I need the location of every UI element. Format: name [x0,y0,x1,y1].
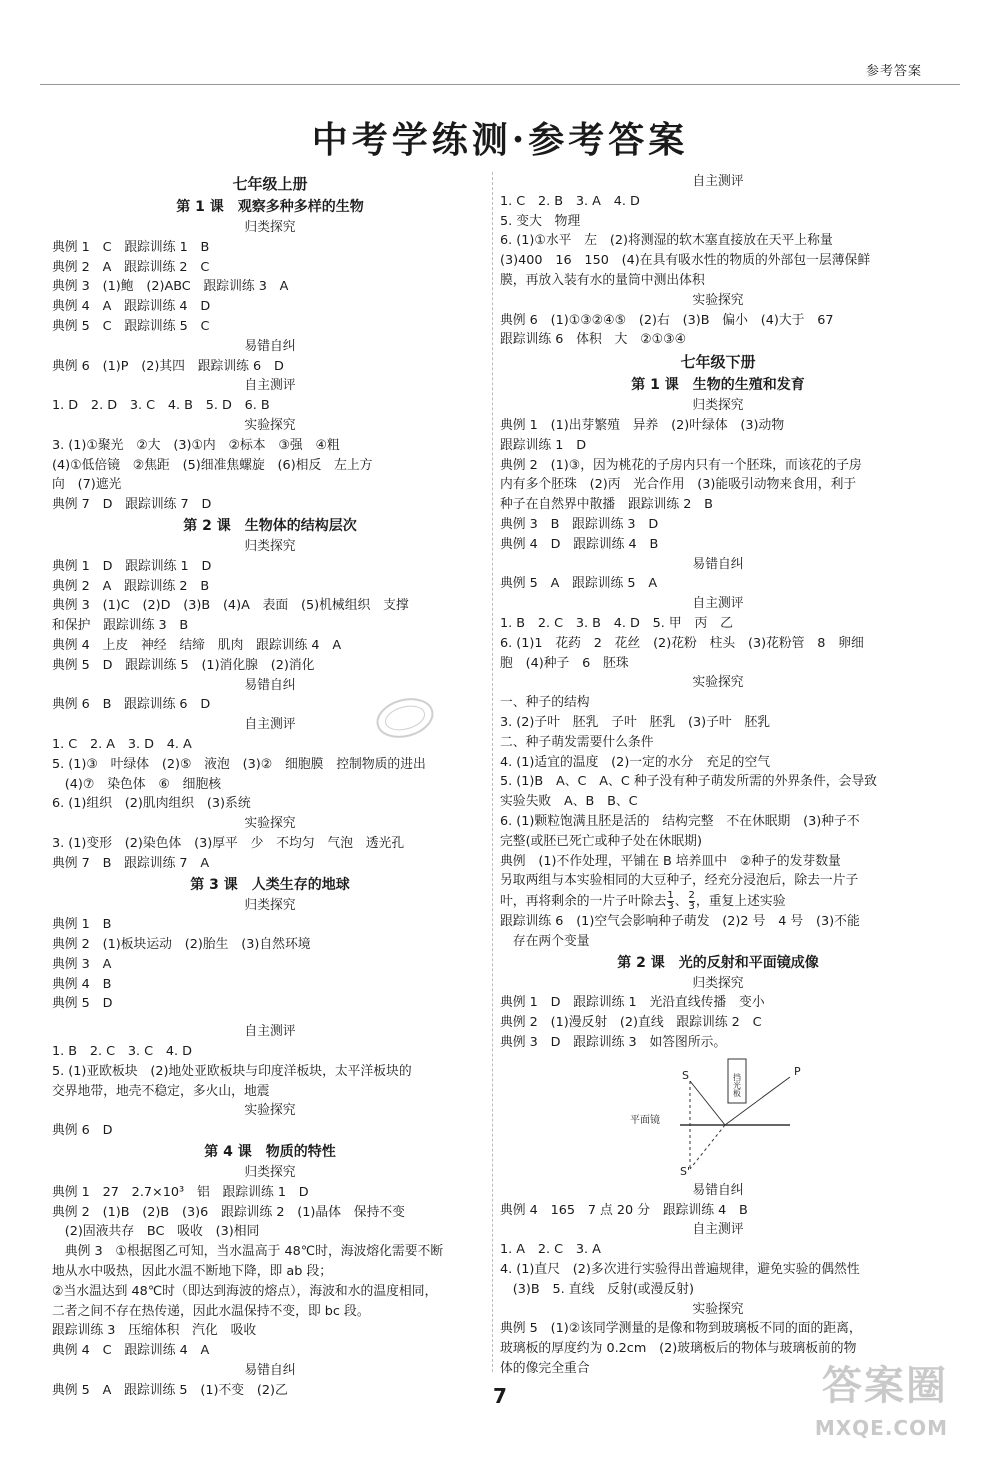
answer-line: 3. (1)变形 (2)染色体 (3)厚平 少 不均匀 气泡 透光孔 [52,835,405,851]
answer-line: 1. B 2. C 3. B 4. D 5. 甲 丙 乙 [500,615,733,631]
section-heading: 自主测评 [692,174,744,189]
answer-line: 3. (2)子叶 胚乳 子叶 胚乳 (3)子叶 胚乳 [500,714,771,730]
answer-line: 跟踪训练 3 压缩体积 汽化 吸收 [52,1323,257,1339]
fraction: $\frac{2}{3}$ [688,890,695,913]
header-rule [40,84,960,85]
fraction: $\frac{1}{3}$ [667,890,674,913]
section-heading: 实验探究 [244,1103,296,1119]
answer-line: 5. (1)③ 叶绿体 (2)⑤ 液泡 (3)② 细胞膜 控制物质的进出 [52,756,426,772]
section-heading: 自主测评 [244,378,296,394]
column-divider [492,172,493,1372]
answer-line: (4)①低倍镜 ②焦距 (5)细准焦螺旋 (6)相反 左上方 [52,457,373,473]
answer-line: 典例 3 B 跟踪训练 3 D [500,516,659,532]
watermark-seal-icon [374,694,436,742]
section-heading: 易错自纠 [244,677,296,693]
answer-line: 典例 1 D 跟踪训练 1 D [52,558,212,574]
answer-line: 典例 7 D 跟踪训练 7 D [52,497,212,513]
section-heading: 易错自纠 [692,556,744,572]
answer-line: 4. (1)适宜的温度 (2)一定的水分 充足的空气 [500,754,771,770]
answer-line: 典例 4 A 跟踪训练 4 D [52,299,211,315]
section-heading: 自主测评 [692,1222,744,1238]
lesson-heading: 第 3 课 人类生存的地球 [190,876,350,893]
section-heading: 实验探究 [244,816,296,832]
section-heading: 归类探究 [244,897,296,913]
answer-line: 胞 (4)种子 6 胚珠 [500,655,629,671]
answer-line: 典例 4 C 跟踪训练 4 A [52,1343,210,1359]
answer-line: 种子在自然界中散播 跟踪训练 2 B [500,497,713,513]
section-heading: 自主测评 [692,596,744,612]
answer-line: 典例 1 C 跟踪训练 1 B [52,239,210,255]
answer-line: 6. (1)1 花药 2 花丝 (2)花粉 柱头 (3)花粉管 8 卵细 [500,635,864,651]
answer-line: 典例 2 A 跟踪训练 2 C [52,259,210,275]
answer-line: 典例 2 (1)B (2)B (3)6 跟踪训练 2 (1)晶体 保持不变 [52,1204,405,1220]
section-heading: 易错自纠 [244,1363,296,1379]
answer-line: 典例 2 (1)漫反射 (2)直线 跟踪训练 2 C [500,1015,762,1031]
answer-line: 典例 5 A 跟踪训练 5 A [500,576,658,592]
left-column [52,172,488,1401]
answer-line: 典例 5 D [52,996,113,1012]
virtual-ray [690,1125,725,1169]
answer-line: 1. C 2. A 3. D 4. A [52,736,192,752]
watermark-url: MXQE.COM [814,1416,948,1440]
answer-line: 一、种子的结构 [500,695,590,711]
answer-line: 典例 5 C 跟踪训练 5 C [52,318,210,334]
answer-line: 典例 7 B 跟踪训练 7 A [52,855,210,871]
header-label: 参考答案 [865,64,922,79]
page-number: 7 [493,1384,507,1408]
point-label: P [794,1064,801,1078]
answer-line: 1. A 2. C 3. A [500,1242,601,1258]
lesson-heading: 第 2 课 光的反射和平面镜成像 [617,954,819,971]
watermark-brand [815,1365,948,1449]
spacer [52,1014,488,1022]
watermark-brand-text: 答案圈 [822,1363,948,1409]
source-label: S [682,1068,689,1082]
section-heading: 实验探究 [692,292,744,308]
answer-line: 3. (1)①聚光 ②大 (3)①内 ②标本 ③强 ④粗 [52,437,340,453]
answer-line: 交界地带，地壳不稳定，多火山，地震 [52,1083,270,1099]
answer-line: 跟踪训练 6 体积 大 ②①③④ [500,332,687,348]
answer-line: (3)B 5. 直线 反射(或漫反射) [500,1281,694,1297]
answer-line: ②当水温达到 48℃时（即达到海波的熔点），海波和水的温度相同， [52,1283,438,1299]
section-heading: 自主测评 [244,717,296,733]
grade-heading: 七年级上册 [232,175,308,193]
answer-line: (3)400 16 150 (4)在具有吸水性的物质的外部包一层薄保鲜 [500,253,871,269]
answer-line: 典例 3 D 跟踪训练 3 如答图所示。 [500,1035,727,1051]
section-heading: 归类探究 [692,398,744,414]
answer-line: 6. (1)组织 (2)肌肉组织 (3)系统 [52,796,251,812]
answer-line: 典例 2 (1)③，因为桃花的子房内只有一个胚珠，而该花的子房 [500,457,862,473]
answer-line: 内有多个胚珠 (2)丙 光合作用 (3)能吸引动物来食用，利于 [500,477,857,493]
answer-line: 和保护 跟踪训练 3 B [52,618,189,634]
grade-heading: 七年级下册 [680,353,756,372]
answer-line: 典例 (1)不作处理，平铺在 B 培养皿中 ②种子的发芽数量 [500,853,841,869]
answer-line: 典例 1 B [52,917,112,933]
answer-line: 典例 6 (1)P (2)其四 跟踪训练 6 D [52,358,284,374]
answer-line: 叶，再将剩余的一片子叶除去 $\frac{1}{3}$ 、 $\frac{2}{3}$ ，重复上述实验 [500,890,786,913]
answer-line: 6. (1)①水平 左 (2)将测湿的软木塞直接放在天平上称量 [500,233,833,249]
answer-line: 典例 4 B [52,976,112,992]
answer-line: 典例 2 A 跟踪训练 2 B [52,578,210,594]
answer-line: 地从水中吸热，因此水温不断地下降，即 ab 段； [52,1264,333,1280]
section-heading: 归类探究 [244,1165,296,1181]
answer-line: 二、种子萌发需要什么条件 [500,734,654,750]
lesson-heading: 第 2 课 生物体的结构层次 [183,517,357,534]
answer-line: 4. (1)直尺 (2)多次进行实验得出普遍规律，避免实验的偶然性 [500,1262,860,1278]
answer-line: 1. C 2. B 3. A 4. D [500,193,640,209]
answer-line: 实验失败 A、B B、C [500,794,638,810]
answer-line: 存在两个变量 [500,933,590,949]
answer-line: 典例 2 (1)板块运动 (2)胎生 (3)自然环境 [52,937,311,953]
answer-line: 另取两组与本实验相同的大豆种子，经充分浸泡后，除去一片子 [500,873,859,889]
mirror-label: 平面镜 [630,1114,660,1126]
answer-line: 6. (1)颗粒饱满且胚是活的 结构完整 不在休眠期 (3)种子不 [500,813,860,829]
section-heading: 归类探究 [244,220,296,235]
board-label: 挡光板 [732,1072,742,1097]
answer-line: 典例 4 上皮 神经 结缔 肌肉 跟踪训练 4 A [52,637,342,653]
answer-line: 典例 5 D 跟踪训练 5 (1)消化腺 (2)消化 [52,657,315,673]
answer-line: 5. (1)亚欧板块 (2)地处亚欧板块与印度洋板块，太平洋板块的 [52,1063,412,1079]
section-heading: 实验探究 [244,417,296,433]
section-heading: 自主测评 [244,1024,296,1040]
lesson-heading: 第 4 课 物质的特性 [204,1144,336,1161]
answer-line: 典例 4 D 跟踪训练 4 B [500,536,659,552]
answer-line: 5. (1)B A、C A、C 种子没有种子萌发所需的外界条件，会导致 [500,774,877,790]
answer-line: 膜，再放入装有水的量筒中测出体积 [500,272,705,288]
section-heading: 实验探究 [692,1301,744,1317]
answer-line: 典例 1 D 跟踪训练 1 光沿直线传播 变小 [500,995,765,1011]
answer-line: 典例 3 (1)鲍 (2)ABC 跟踪训练 3 A [52,279,289,295]
reflection-diagram [500,1057,936,1177]
answer-line: 典例 6 (1)①③②④⑤ (2)右 (3)B 偏小 (4)大于 67 [500,312,834,328]
answer-line: 体的像完全重合 [500,1361,590,1377]
incident-ray [690,1081,725,1125]
answer-line: 完整(或胚已死亡或种子处在休眠期) [500,833,702,849]
lesson-heading: 第 1 课 生物的生殖和发育 [631,377,805,394]
answer-line: 玻璃板的厚度约为 0.2cm (2)玻璃板后的物体与玻璃板前的物 [500,1341,857,1357]
answer-line: 典例 4 165 7 点 20 分 跟踪训练 4 B [500,1202,748,1218]
right-column [500,172,936,1379]
answer-line: 向 (7)遮光 [52,477,122,493]
answer-line: 跟踪训练 1 D [500,437,587,453]
answer-line: 二者之间不存在热传递，因此水温保持不变，即 bc 段。 [52,1303,370,1319]
answer-line: 典例 1 27 2.7×10³ 铝 跟踪训练 1 D [52,1184,309,1200]
answer-line: (2)固液共存 BC 吸收 (3)相同 [52,1224,260,1240]
answer-line: 1. D 2. D 3. C 4. B 5. D 6. B [52,398,270,414]
answer-line: 典例 5 (1)②该同学测量的是像和物到玻璃板不同的面的距离， [500,1321,862,1337]
answer-line: 典例 5 A 跟踪训练 5 (1)不变 (2)乙 [52,1382,288,1398]
answer-line: 典例 1 (1)出芽繁殖 异养 (2)叶绿体 (3)动物 [500,417,785,433]
section-heading: 归类探究 [244,538,296,554]
answer-line: 典例 6 D [52,1123,113,1139]
page-title: 中考学练测·参考答案 [311,119,689,161]
section-heading: 实验探究 [692,675,744,691]
section-heading: 易错自纠 [244,338,296,354]
answer-line: 典例 3 A [52,956,112,972]
answer-line: 跟踪训练 6 (1)空气会影响种子萌发 (2)2 号 4 号 (3)不能 [500,914,860,930]
answer-line: 5. 变大 物理 [500,213,581,229]
answer-line: (4)⑦ 染色体 ⑥ 细胞核 [52,776,222,792]
answer-line: 1. B 2. C 3. C 4. D [52,1044,193,1060]
section-heading: 归类探究 [692,975,744,991]
answer-line: 典例 6 B 跟踪训练 6 D [52,697,211,713]
answer-line: 典例 3 (1)C (2)D (3)B (4)A 表面 (5)机械组织 支撑 [52,598,409,614]
section-heading: 易错自纠 [692,1182,744,1198]
answer-line: 典例 3 ①根据图乙可知，当水温高于 48℃时，海波熔化需要不断 [52,1244,444,1260]
lesson-heading: 第 1 课 观察多种多样的生物 [176,199,364,215]
image-label: S' [680,1164,691,1177]
